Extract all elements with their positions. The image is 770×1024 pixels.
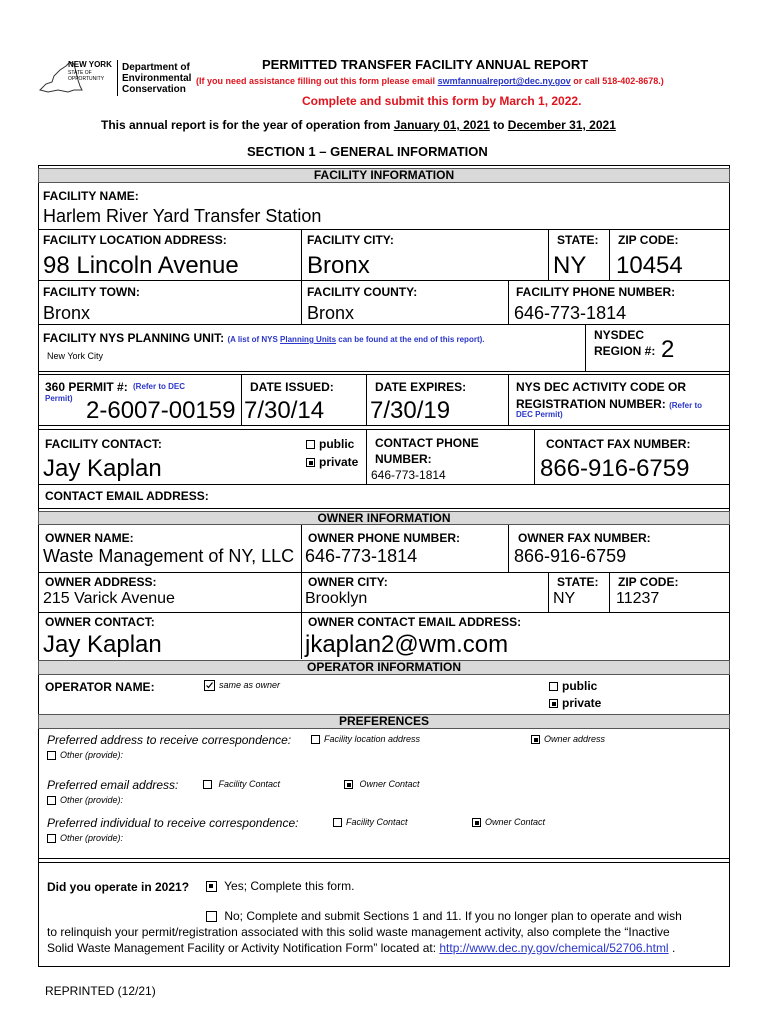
private-checkbox[interactable] bbox=[306, 458, 315, 467]
facility-public-option[interactable]: public bbox=[306, 437, 354, 451]
facility-private-option[interactable]: private bbox=[306, 455, 358, 469]
pref-email-other-option[interactable]: Other (provide): bbox=[47, 795, 123, 805]
dept-line-1: Department of bbox=[122, 62, 190, 73]
owner-city-field[interactable]: Brooklyn bbox=[305, 590, 368, 607]
owner-phone-label: OWNER PHONE NUMBER: bbox=[308, 531, 460, 545]
report-year-line: This annual report is for the year of operation from January 01, 2021 to December 31, 2021 bbox=[101, 118, 616, 132]
contact-email-label: CONTACT EMAIL ADDRESS: bbox=[45, 489, 209, 503]
pref-individual-owner-option[interactable]: Owner Contact bbox=[472, 817, 545, 827]
facility-city-field[interactable]: Bronx bbox=[307, 252, 370, 279]
operator-name-label: OPERATOR NAME: bbox=[45, 680, 155, 694]
operator-private-checkbox[interactable] bbox=[549, 699, 558, 708]
owner-fax-label: OWNER FAX NUMBER: bbox=[518, 531, 651, 545]
date-issued-field[interactable]: 7/30/14 bbox=[244, 397, 325, 424]
pref-address-other-checkbox[interactable] bbox=[47, 751, 56, 760]
dec-logo bbox=[38, 58, 198, 100]
contact-phone-field[interactable]: 646-773-1814 bbox=[371, 468, 446, 482]
facility-contact-label: FACILITY CONTACT: bbox=[45, 437, 162, 451]
activity-code-label-1: NYS DEC ACTIVITY CODE OR bbox=[516, 380, 687, 394]
state-tag: STATE OF OPPORTUNITY bbox=[68, 70, 105, 82]
owner-email-label: OWNER CONTACT EMAIL ADDRESS: bbox=[308, 615, 522, 629]
owner-state-field[interactable]: NY bbox=[553, 590, 576, 607]
owner-fax-field[interactable]: 866-916-6759 bbox=[514, 546, 627, 566]
contact-email-field[interactable] bbox=[260, 486, 720, 504]
contact-fax-field[interactable]: 866-916-6759 bbox=[540, 455, 690, 482]
public-checkbox[interactable] bbox=[306, 440, 315, 449]
facility-town-label: FACILITY TOWN: bbox=[43, 285, 140, 299]
planning-unit-line: FACILITY NYS PLANNING UNIT: (A list of NYS Planning Units can be found at the end of this report). bbox=[43, 331, 485, 345]
facility-county-label: FACILITY COUNTY: bbox=[307, 285, 418, 299]
facility-zip-label: ZIP CODE: bbox=[618, 233, 679, 247]
permit-label: 360 PERMIT #: bbox=[45, 380, 128, 394]
operator-public-option[interactable]: public bbox=[549, 679, 597, 693]
owner-info-band: OWNER INFORMATION bbox=[38, 511, 730, 525]
facility-zip-field[interactable]: 10454 bbox=[616, 252, 683, 279]
region-box: NYSDEC REGION #: 2 bbox=[585, 324, 730, 371]
pref-address-facility-option[interactable]: Facility location address bbox=[311, 734, 420, 744]
operate-no-text-3: Solid Waste Management Facility or Activity Notification Form” located at: http://www.dec.ny.gov/chemical/52706.html . bbox=[47, 941, 676, 955]
activity-code-label-2: REGISTRATION NUMBER: (Refer to bbox=[516, 397, 702, 411]
region-field[interactable]: 2 bbox=[661, 336, 675, 363]
permit-note-1: (Refer to DEC bbox=[133, 382, 186, 391]
contact-phone-label-1: CONTACT PHONE bbox=[375, 436, 479, 450]
facility-address-field[interactable]: 98 Lincoln Avenue bbox=[43, 252, 239, 279]
facility-name-label: FACILITY NAME: bbox=[43, 189, 139, 203]
same-as-owner-checkbox[interactable] bbox=[204, 680, 215, 691]
facility-contact-field[interactable]: Jay Kaplan bbox=[43, 455, 162, 482]
pref-address-owner-checkbox[interactable] bbox=[531, 735, 540, 744]
owner-phone-field[interactable]: 646-773-1814 bbox=[305, 546, 418, 566]
dept-line-3: Conservation bbox=[122, 84, 186, 95]
assistance-note: (If you need assistance filling out this form please email swmfannualreport@dec.ny.gov or call 518-402-8678.) bbox=[196, 76, 664, 86]
owner-city-label: OWNER CITY: bbox=[308, 575, 388, 589]
operate-no-checkbox[interactable] bbox=[206, 911, 217, 922]
owner-email-field[interactable]: jkaplan2@wm.com bbox=[305, 631, 509, 658]
preferences-band: PREFERENCES bbox=[38, 714, 730, 729]
report-title: PERMITTED TRANSFER FACILITY ANNUAL REPORT bbox=[262, 57, 589, 72]
section-title: SECTION 1 – GENERAL INFORMATION bbox=[247, 144, 488, 159]
operate-question: Did you operate in 2021? bbox=[47, 880, 190, 894]
facility-county-field[interactable]: Bronx bbox=[307, 303, 355, 323]
facility-phone-field[interactable]: 646-773-1814 bbox=[514, 303, 627, 323]
pref-address-question: Preferred address to receive correspondence: bbox=[47, 733, 292, 747]
pref-email-facility-option[interactable]: Facility Contact bbox=[203, 779, 280, 789]
pref-individual-facility-option[interactable]: Facility Contact bbox=[333, 817, 408, 827]
reprinted-note: REPRINTED (12/21) bbox=[45, 984, 156, 998]
dept-line-2: Environmental bbox=[122, 73, 192, 84]
owner-zip-field[interactable]: 11237 bbox=[616, 590, 660, 607]
date-expires-field[interactable]: 7/30/19 bbox=[370, 397, 451, 424]
date-issued-label: DATE ISSUED: bbox=[250, 380, 334, 394]
planning-unit-field[interactable]: New York City bbox=[47, 351, 104, 361]
facility-phone-label: FACILITY PHONE NUMBER: bbox=[516, 285, 676, 299]
facility-city-label: FACILITY CITY: bbox=[307, 233, 394, 247]
same-as-owner-option[interactable]: same as owner bbox=[204, 680, 280, 691]
contact-fax-label: CONTACT FAX NUMBER: bbox=[546, 437, 691, 451]
pref-email-owner-option[interactable]: Owner Contact bbox=[344, 779, 420, 789]
deadline-note: Complete and submit this form by March 1, 2022. bbox=[302, 94, 582, 108]
contact-phone-label-2: NUMBER: bbox=[375, 452, 432, 466]
facility-state-field[interactable]: NY bbox=[553, 252, 587, 279]
facility-address-label: FACILITY LOCATION ADDRESS: bbox=[43, 233, 227, 247]
owner-contact-label: OWNER CONTACT: bbox=[45, 615, 155, 629]
pref-individual-other-option[interactable]: Other (provide): bbox=[47, 833, 123, 843]
checkmark-icon bbox=[205, 681, 214, 690]
pref-individual-question: Preferred individual to receive correspondence: bbox=[47, 816, 299, 830]
pref-email-other-checkbox[interactable] bbox=[47, 796, 56, 805]
facility-info-band: FACILITY INFORMATION bbox=[38, 168, 730, 183]
pref-email-owner-checkbox[interactable] bbox=[344, 780, 353, 789]
inactive-form-link[interactable]: http://www.dec.ny.gov/chemical/52706.html bbox=[439, 941, 669, 955]
operator-private-option[interactable]: private bbox=[549, 696, 601, 710]
permit-field[interactable]: 2-6007-00159 bbox=[86, 397, 236, 424]
operate-no-option[interactable]: No; Complete and submit Sections 1 and 11. If you no longer plan to operate and wish bbox=[206, 909, 682, 923]
owner-state-label: STATE: bbox=[557, 575, 599, 589]
operate-yes-option[interactable]: Yes; Complete this form. bbox=[206, 879, 354, 893]
facility-town-field[interactable]: Bronx bbox=[43, 303, 91, 323]
operate-no-text-2: to relinquish your permit/registration associated with this solid waste management activity, also complete the “Inactive bbox=[47, 925, 670, 939]
date-expires-label: DATE EXPIRES: bbox=[375, 380, 467, 394]
owner-address-label: OWNER ADDRESS: bbox=[45, 575, 157, 589]
pref-email-question: Preferred email address: bbox=[47, 778, 179, 792]
pref-address-other-option[interactable]: Other (provide): bbox=[47, 750, 123, 760]
pref-address-facility-checkbox[interactable] bbox=[311, 735, 320, 744]
operator-info-band: OPERATOR INFORMATION bbox=[38, 660, 730, 675]
operate-yes-checkbox[interactable] bbox=[206, 881, 217, 892]
operator-public-checkbox[interactable] bbox=[549, 682, 558, 691]
assistance-email-link[interactable]: swmfannualreport@dec.ny.gov bbox=[437, 76, 571, 86]
pref-individual-facility-checkbox[interactable] bbox=[333, 818, 342, 827]
owner-name-label: OWNER NAME: bbox=[45, 531, 134, 545]
permit-note-2: Permit) bbox=[45, 394, 73, 403]
state-name: NEW YORK bbox=[68, 60, 112, 69]
facility-state-label: STATE: bbox=[557, 233, 599, 247]
facility-name-field[interactable]: Harlem River Yard Transfer Station bbox=[43, 206, 322, 226]
pref-individual-other-checkbox[interactable] bbox=[47, 834, 56, 843]
pref-email-facility-checkbox[interactable] bbox=[203, 780, 212, 789]
owner-address-field[interactable]: 215 Varick Avenue bbox=[43, 590, 175, 607]
pref-address-owner-option[interactable]: Owner address bbox=[531, 734, 605, 744]
owner-contact-field[interactable]: Jay Kaplan bbox=[43, 631, 162, 658]
pref-individual-owner-checkbox[interactable] bbox=[472, 818, 481, 827]
activity-code-note: DEC Permit) bbox=[516, 410, 563, 419]
owner-zip-label: ZIP CODE: bbox=[618, 575, 679, 589]
owner-name-field[interactable]: Waste Management of NY, LLC bbox=[43, 546, 295, 566]
